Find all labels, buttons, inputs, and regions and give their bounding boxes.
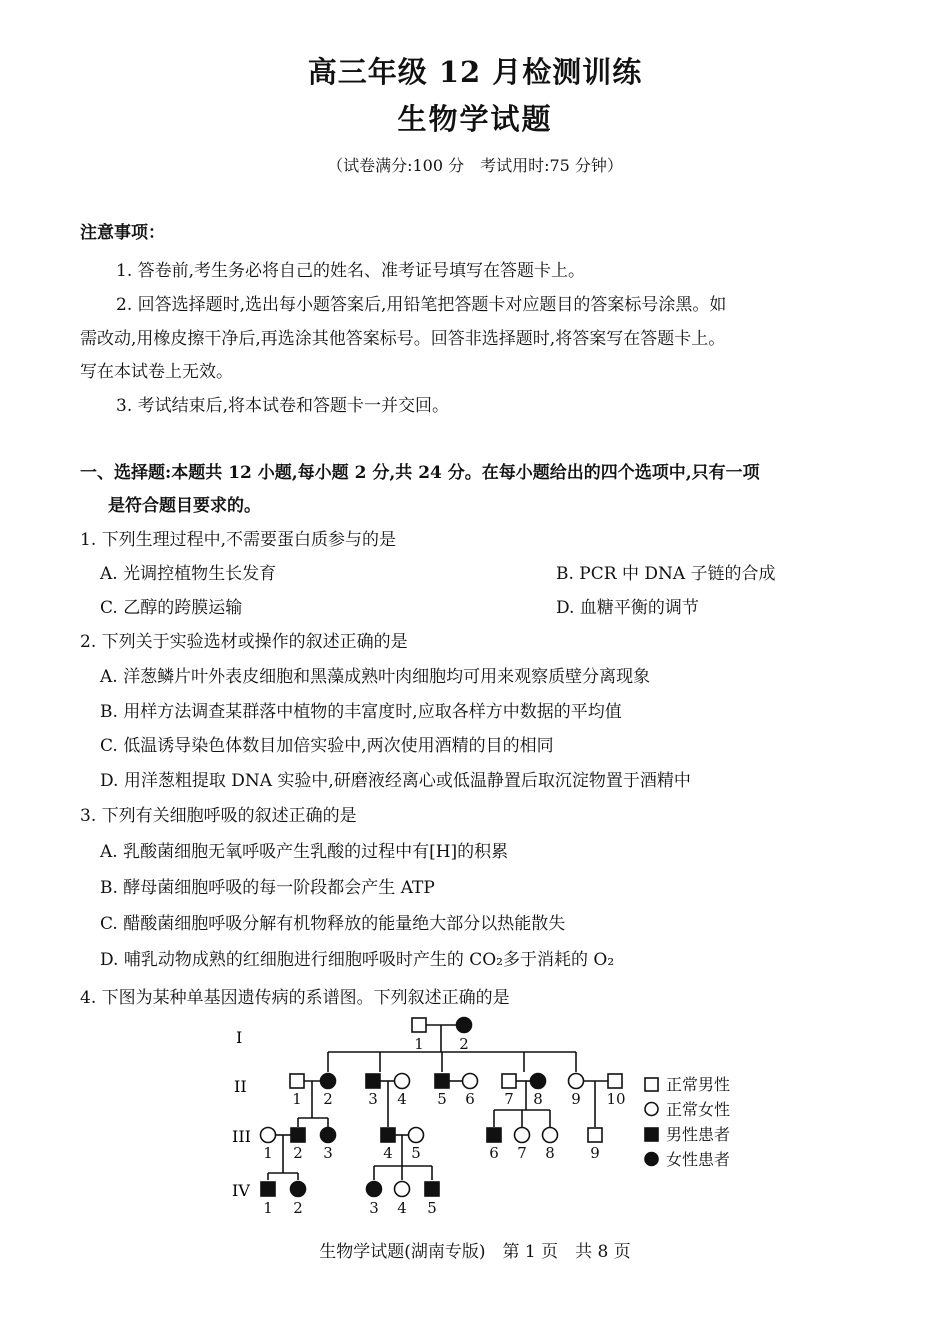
section-heading: 一、选择题:本题共 12 小题,每小题 2 分,共 24 分。在每小题给出的四个选项中,只有一项 bbox=[80, 463, 760, 483]
option-b: B. 酵母菌细胞呼吸的每一阶段都会产生 ATP bbox=[100, 878, 435, 898]
gen4-male-affected bbox=[425, 1182, 439, 1196]
option-d: D. 用洋葱粗提取 DNA 实验中,研磨液经离心或低温静置后取沉淀物置于酒精中 bbox=[100, 771, 691, 791]
gen2-male-affected bbox=[366, 1074, 380, 1088]
option-c: C. 低温诱导染色体数目加倍实验中,两次使用酒精的目的相同 bbox=[100, 736, 554, 756]
gen2-female-normal bbox=[569, 1074, 584, 1089]
legend-affected-female-icon bbox=[645, 1153, 658, 1166]
option-d: D. 哺乳动物成熟的红细胞进行细胞呼吸时产生的 CO₂多于消耗的 O₂ bbox=[100, 950, 615, 970]
gen3-male-affected bbox=[381, 1128, 395, 1142]
individual-number: 5 bbox=[411, 1144, 421, 1162]
legend-label: 女性患者 bbox=[666, 1150, 731, 1169]
gen3-female-normal bbox=[543, 1128, 558, 1143]
individual-number: 5 bbox=[427, 1199, 437, 1217]
subject-title: 生物学试题 bbox=[397, 102, 553, 136]
gen4-female-affected bbox=[291, 1182, 306, 1197]
individual-number: 9 bbox=[571, 1090, 581, 1108]
section-heading-cont: 是符合题目要求的。 bbox=[108, 496, 261, 516]
gen-label: III bbox=[232, 1127, 251, 1146]
individual-number: 3 bbox=[323, 1144, 333, 1162]
gen2-female-affected bbox=[321, 1074, 336, 1089]
gen4-female-affected bbox=[367, 1182, 382, 1197]
legend-label: 正常男性 bbox=[666, 1075, 731, 1094]
gen-label: I bbox=[236, 1028, 243, 1047]
individual-number: 2 bbox=[459, 1035, 469, 1053]
gen3-female-affected bbox=[321, 1128, 336, 1143]
individual-number: 4 bbox=[397, 1090, 407, 1108]
gen1-male-normal bbox=[412, 1018, 426, 1032]
gen2-female-normal bbox=[463, 1074, 478, 1089]
individual-number: 4 bbox=[383, 1144, 393, 1162]
notice-item: 需改动,用橡皮擦干净后,再选涂其他答案标号。回答非选择题时,将答案写在答题卡上。 bbox=[80, 329, 726, 349]
gen1-female-affected bbox=[457, 1018, 472, 1033]
notice-item: 写在本试卷上无效。 bbox=[80, 362, 233, 382]
question-stem: 4. 下图为某种单基因遗传病的系谱图。下列叙述正确的是 bbox=[80, 988, 510, 1008]
individual-number: 8 bbox=[533, 1090, 543, 1108]
notice-item: 2. 回答选择题时,选出每小题答案后,用铅笔把答题卡对应题目的答案标号涂黑。如 bbox=[116, 295, 727, 315]
individual-number: 5 bbox=[437, 1090, 447, 1108]
gen-label: IV bbox=[232, 1181, 250, 1200]
question-stem: 2. 下列关于实验选材或操作的叙述正确的是 bbox=[80, 632, 408, 652]
option-b: B. PCR 中 DNA 子链的合成 bbox=[556, 564, 776, 584]
legend-label: 正常女性 bbox=[666, 1100, 731, 1119]
option-b: B. 用样方法调查某群落中植物的丰富度时,应取各样方中数据的平均值 bbox=[100, 702, 622, 722]
individual-number: 1 bbox=[263, 1199, 273, 1217]
gen2-male-normal bbox=[608, 1074, 622, 1088]
gen2-female-affected bbox=[531, 1074, 546, 1089]
gen3-male-affected bbox=[291, 1128, 305, 1142]
gen3-female-normal bbox=[409, 1128, 424, 1143]
gen2-female-normal bbox=[395, 1074, 410, 1089]
individual-number: 10 bbox=[606, 1090, 626, 1108]
notice-item: 3. 考试结束后,将本试卷和答题卡一并交回。 bbox=[116, 396, 450, 416]
gen3-female-normal bbox=[261, 1128, 276, 1143]
individual-number: 4 bbox=[397, 1199, 407, 1217]
gen2-male-normal bbox=[290, 1074, 304, 1088]
option-a: A. 光调控植物生长发育 bbox=[100, 564, 277, 584]
gen3-male-affected bbox=[487, 1128, 501, 1142]
gen3-female-normal bbox=[515, 1128, 530, 1143]
legend-affected-male-icon bbox=[645, 1128, 658, 1141]
legend-normal-male-icon bbox=[645, 1078, 658, 1091]
page-footer: 生物学试题(湖南专版) 第 1 页 共 8 页 bbox=[319, 1242, 631, 1262]
pedigree-chart bbox=[220, 1010, 760, 1220]
individual-number: 2 bbox=[323, 1090, 333, 1108]
gen2-male-affected bbox=[435, 1074, 449, 1088]
notice-title: 注意事项： bbox=[80, 223, 165, 243]
individual-number: 8 bbox=[545, 1144, 555, 1162]
individual-number: 3 bbox=[368, 1090, 378, 1108]
individual-number: 7 bbox=[517, 1144, 527, 1162]
legend-label: 男性患者 bbox=[666, 1125, 731, 1144]
exam-title: 高三年级 12 月检测训练 bbox=[307, 55, 643, 89]
individual-number: 2 bbox=[293, 1199, 303, 1217]
gen4-female-normal bbox=[395, 1182, 410, 1197]
individual-number: 1 bbox=[414, 1035, 424, 1053]
gen-label: II bbox=[234, 1077, 247, 1096]
individual-number: 9 bbox=[590, 1144, 600, 1162]
individual-number: 6 bbox=[465, 1090, 475, 1108]
individual-number: 3 bbox=[369, 1199, 379, 1217]
question-stem: 1. 下列生理过程中,不需要蛋白质参与的是 bbox=[80, 530, 397, 550]
option-d: D. 血糖平衡的调节 bbox=[556, 598, 699, 618]
individual-number: 1 bbox=[263, 1144, 273, 1162]
gen4-male-affected bbox=[261, 1182, 275, 1196]
individual-number: 2 bbox=[293, 1144, 303, 1162]
option-c: C. 乙醇的跨膜运输 bbox=[100, 598, 243, 618]
exam-info: （试卷满分:100 分 考试用时:75 分钟） bbox=[327, 156, 623, 175]
notice-item: 1. 答卷前,考生务必将自己的姓名、准考证号填写在答题卡上。 bbox=[116, 261, 586, 281]
option-a: A. 洋葱鳞片叶外表皮细胞和黑藻成熟叶肉细胞均可用来观察质壁分离现象 bbox=[100, 667, 651, 687]
individual-number: 6 bbox=[489, 1144, 499, 1162]
gen3-male-normal bbox=[588, 1128, 602, 1142]
question-stem: 3. 下列有关细胞呼吸的叙述正确的是 bbox=[80, 806, 357, 826]
individual-number: 7 bbox=[504, 1090, 514, 1108]
individual-number: 1 bbox=[292, 1090, 302, 1108]
option-c: C. 醋酸菌细胞呼吸分解有机物释放的能量绝大部分以热能散失 bbox=[100, 914, 566, 934]
option-a: A. 乳酸菌细胞无氧呼吸产生乳酸的过程中有[H]的积累 bbox=[100, 842, 509, 862]
legend-normal-female-icon bbox=[645, 1103, 658, 1116]
gen2-male-normal bbox=[502, 1074, 516, 1088]
